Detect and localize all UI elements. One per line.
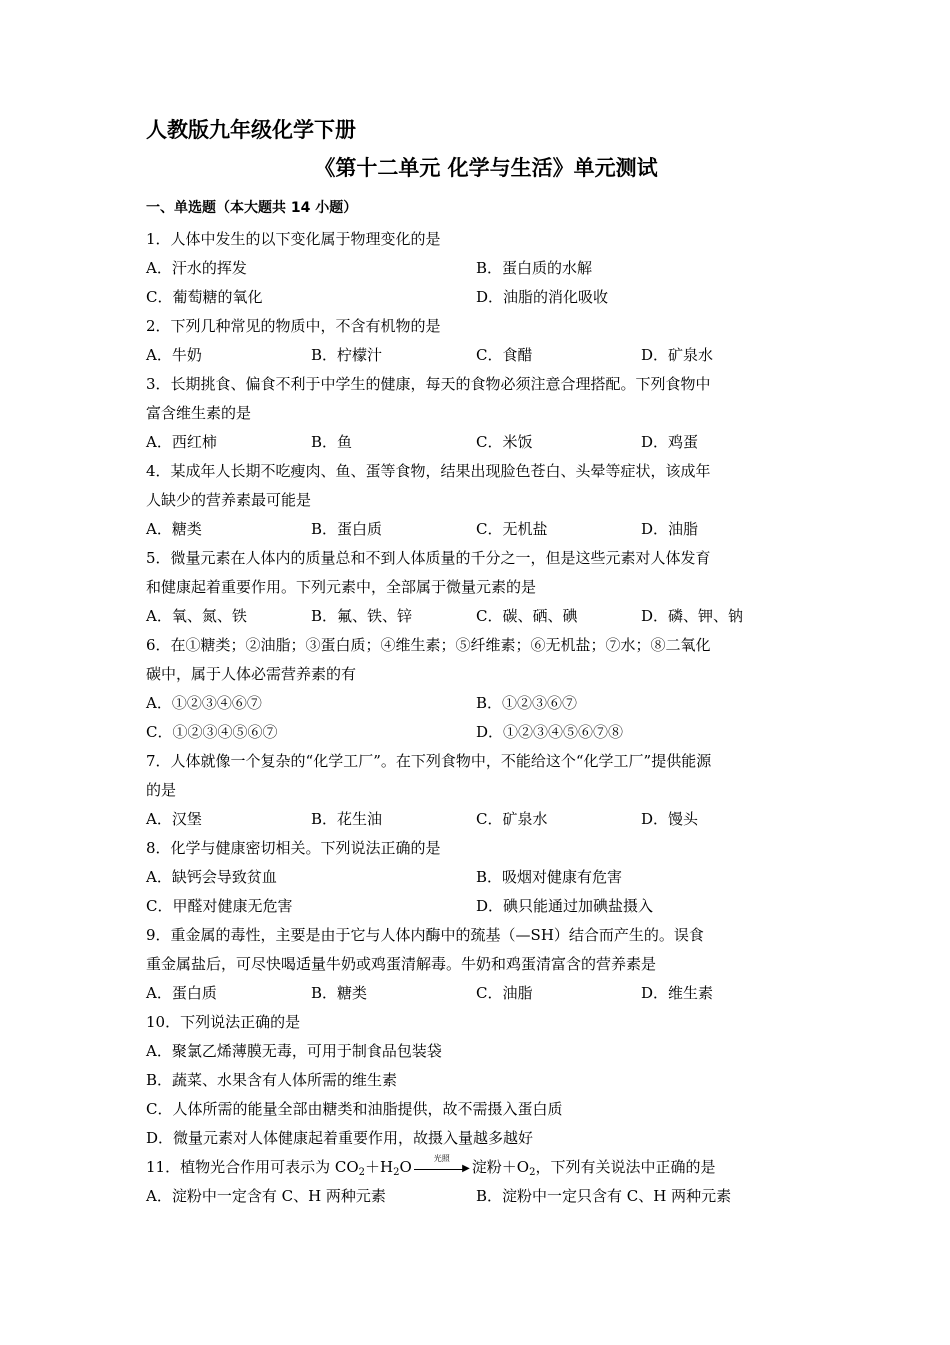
document-title: 人教版九年级化学下册 [146,118,356,142]
question-text-line: 6．在①糖类；②油脂；③蛋白质；④维生素；⑤纤维素；⑥无机盐；⑦水；⑧二氧化 [146,636,711,654]
question-text-line: 的是 [146,781,177,799]
option-row [146,689,806,718]
option-row [146,1066,806,1095]
option: D．鸡蛋 [641,433,699,451]
option: A．缺钙会导致贫血 [146,868,277,886]
option: C．食醋 [476,346,533,364]
option: C．米饭 [476,433,533,451]
option: B．糖类 [311,984,368,1002]
question-text-line: 5．微量元素在人体内的质量总和不到人体质量的千分之一，但是这些元素对人体发育 [146,549,711,567]
option: B．氟、铁、锌 [311,607,413,625]
option-row [146,341,806,370]
option: C．①②③④⑤⑥⑦ [146,723,278,741]
question-text-line: 7．人体就像一个复杂的“化学工厂”。在下列食物中，不能给这个“化学工厂”提供能源 [146,752,712,770]
option: C．碳、硒、碘 [476,607,578,625]
option-row [146,1124,806,1153]
option-row [146,428,806,457]
question-4 [146,457,806,544]
question-2 [146,312,806,370]
option-row [146,283,806,312]
option: D．维生素 [641,984,714,1002]
option: A．聚氯乙烯薄膜无毒，可用于制食品包装袋 [146,1042,442,1060]
question-6 [146,631,806,747]
question-text-line: 11．植物光合作用可表示为 $CO_2+H_2O$ 光照 ▶ 淀粉$+O_2$，下列有关说法中正确的是 [146,1154,716,1178]
option: C．矿泉水 [476,810,548,828]
question-list [146,225,806,1153]
option: A．淀粉中一定含有 C、H 两种元素 [146,1187,386,1205]
option: B．柠檬汁 [311,346,383,364]
option: A．糖类 [146,520,202,538]
option: D．油脂的消化吸收 [476,288,609,306]
option: C．人体所需的能量全部由糖类和油脂提供，故不需摄入蛋白质 [146,1100,563,1118]
section-heading: 一、单选题（本大题共 14 小题） [146,200,358,216]
option: D．矿泉水 [641,346,714,364]
option-row [146,1095,806,1124]
option-row [146,979,806,1008]
question-text-line: 碳中，属于人体必需营养素的有 [146,665,357,683]
question-11 [146,1153,806,1211]
option: D．馒头 [641,810,699,828]
question-8 [146,834,806,921]
option-row [146,254,806,283]
document-subtitle: 《第十二单元 化学与生活》单元测试 [314,156,658,180]
reaction-arrow-icon: 光照 ▶ [414,1161,470,1175]
question-9 [146,921,806,1008]
question-text-line: 10．下列说法正确的是 [146,1013,301,1031]
option-row [146,718,806,747]
option-row [146,892,806,921]
option: B．①②③⑥⑦ [476,694,578,712]
option: C．葡萄糖的氧化 [146,288,263,306]
option: D．碘只能通过加碘盐摄入 [476,897,654,915]
option: B．花生油 [311,810,383,828]
question-text-line: 2．下列几种常见的物质中，不含有机物的是 [146,317,441,335]
option: D．①②③④⑤⑥⑦⑧ [476,723,624,741]
option: D．磷、钾、钠 [641,607,744,625]
option: A．西红柿 [146,433,217,451]
arrow-condition: 光照 [433,1154,450,1163]
question-text-line: 富含维生素的是 [146,404,252,422]
question-5 [146,544,806,631]
question-10 [146,1008,806,1153]
option: C．油脂 [476,984,533,1002]
option: C．无机盐 [476,520,548,538]
document-page [146,112,806,1211]
option: A．汗水的挥发 [146,259,247,277]
option: A．蛋白质 [146,984,217,1002]
option: B．吸烟对健康有危害 [476,868,623,886]
option: C．甲醛对健康无危害 [146,897,293,915]
option: B．蔬菜、水果含有人体所需的维生素 [146,1071,398,1089]
question-text-line: 8．化学与健康密切相关。下列说法正确的是 [146,839,441,857]
question-text-line: 4．某成年人长期不吃瘦肉、鱼、蛋等食物，结果出现脸色苍白、头晕等症状，该成年 [146,462,711,480]
question-text-line: 3．长期挑食、偏食不利于中学生的健康，每天的食物必须注意合理搭配。下列食物中 [146,375,711,393]
question-7 [146,747,806,834]
option-row [146,1182,806,1211]
option-row [146,602,806,631]
question-text-line: 重金属盐后，可尽快喝适量牛奶或鸡蛋清解毒。牛奶和鸡蛋清富含的营养素是 [146,955,657,973]
option: B．蛋白质的水解 [476,259,593,277]
option-row [146,805,806,834]
option: B．淀粉中一定只含有 C、H 两种元素 [476,1187,732,1205]
option: D．微量元素对人体健康起着重要作用，故摄入量越多越好 [146,1129,534,1147]
option: A．氧、氮、铁 [146,607,247,625]
option-row [146,515,806,544]
option-row [146,1037,806,1066]
option: A．①②③④⑥⑦ [146,694,262,712]
option-row [146,863,806,892]
question-text-line: 和健康起着重要作用。下列元素中，全部属于微量元素的是 [146,578,537,596]
question-text-line: 人缺少的营养素最可能是 [146,491,312,509]
question-text-line: 9．重金属的毒性，主要是由于它与人体内酶中的巯基（—SH）结合而产生的。误食 [146,926,704,944]
option: A．汉堡 [146,810,202,828]
option: B．蛋白质 [311,520,383,538]
option: A．牛奶 [146,346,202,364]
question-3 [146,370,806,457]
question-text-line: 1．人体中发生的以下变化属于物理变化的是 [146,230,441,248]
question-1 [146,225,806,312]
option: D．油脂 [641,520,699,538]
option: B．鱼 [311,433,353,451]
